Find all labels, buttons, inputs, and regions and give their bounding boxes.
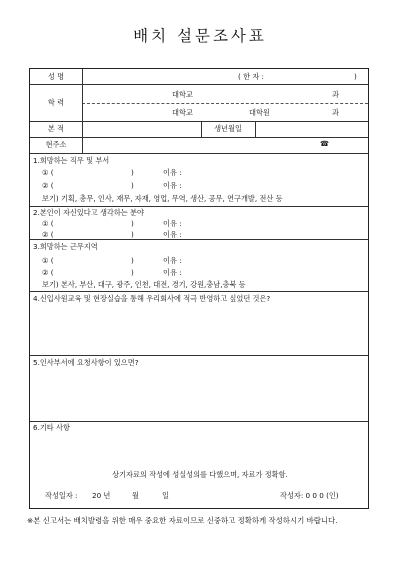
rule bbox=[30, 421, 368, 422]
writer-signature: 작성자: 0 0 0 (인) bbox=[280, 491, 339, 500]
rule bbox=[30, 137, 368, 138]
choice-reason: 이유 : bbox=[163, 168, 182, 177]
choice-close: ) bbox=[131, 181, 134, 190]
date-month: 월 bbox=[132, 491, 139, 500]
choice-reason: 이유 : bbox=[163, 256, 182, 265]
education-dept-1: 과 bbox=[332, 90, 339, 99]
hanja-close: ) bbox=[354, 72, 357, 81]
choice-close: ) bbox=[131, 168, 134, 177]
section-1-heading: 1.희망하는 직무 및 부서 bbox=[33, 156, 110, 165]
form-title: 배치 설문조사표 bbox=[133, 27, 267, 45]
choice-number: ① ( bbox=[42, 256, 54, 265]
choice-reason: 이유 : bbox=[163, 219, 182, 228]
section-3-heading: 3.희망하는 근무지역 bbox=[33, 242, 98, 251]
origin-label: 본 적 bbox=[47, 124, 65, 133]
education-grad-2: 대학원 bbox=[249, 108, 270, 117]
choice-number: ② ( bbox=[42, 181, 54, 190]
rule bbox=[30, 291, 368, 292]
section-3-example: 보기) 본사, 부산, 대구, 광주, 인천, 대전, 경기, 강원,충남,충북 등 bbox=[42, 280, 246, 289]
hanja-open: ( 한 자 : bbox=[238, 72, 264, 81]
section-2-heading: 2.본인이 자신있다고 생각하는 분야 bbox=[33, 208, 144, 217]
question-6: 6.기타 사항 bbox=[33, 423, 70, 432]
rule bbox=[30, 121, 368, 122]
choice-close: ) bbox=[131, 268, 134, 277]
section-1-example: 보기) 기획, 총무, 인사, 재무, 자재, 영업, 무역, 생산, 공무, 연구개발, 전산 등 bbox=[42, 194, 283, 203]
pledge-text: 상기자료의 작성에 성실성의를 다했으며, 자료가 정확함. bbox=[112, 470, 288, 479]
choice-number: ② ( bbox=[42, 268, 54, 277]
choice-close: ) bbox=[131, 256, 134, 265]
rule-dashed bbox=[82, 103, 368, 104]
survey-form bbox=[29, 68, 369, 509]
choice-number: ① ( bbox=[42, 219, 54, 228]
birth-label: 생년월일 bbox=[214, 124, 242, 133]
choice-reason: 이유 : bbox=[163, 268, 182, 277]
rule bbox=[30, 239, 368, 240]
choice-number: ① ( bbox=[42, 168, 54, 177]
cell-divider bbox=[255, 121, 256, 137]
education-school-2: 대학교 bbox=[172, 108, 193, 117]
date-year: 20 년 bbox=[92, 491, 111, 500]
rule bbox=[30, 206, 368, 207]
date-label: 작성일자 : bbox=[45, 491, 78, 500]
date-day: 일 bbox=[162, 491, 169, 500]
choice-number: ② ( bbox=[42, 230, 54, 239]
education-label: 학 력 bbox=[47, 98, 65, 107]
phone-icon: ☎ bbox=[320, 139, 329, 148]
choice-close: ) bbox=[131, 230, 134, 239]
question-4: 4.신입사원교육 및 현장실습을 통해 우리회사에 적극 반영하고 싶었던 것은? bbox=[33, 294, 271, 303]
choice-close: ) bbox=[131, 219, 134, 228]
footnote: ※본 신고서는 배치발령을 위한 매우 중요한 자료이므로 신중하고 정확하게 작성하시기 바랍니다. bbox=[27, 516, 338, 525]
choice-reason: 이유 : bbox=[163, 230, 182, 239]
question-5: 5.인사부서에 요청사항이 있으면? bbox=[33, 358, 139, 367]
choice-reason: 이유 : bbox=[163, 181, 182, 190]
label-column-divider bbox=[82, 69, 83, 153]
rule bbox=[30, 153, 368, 154]
rule bbox=[30, 355, 368, 356]
name-label: 성 명 bbox=[47, 72, 65, 81]
education-school-1: 대학교 bbox=[172, 90, 193, 99]
address-label: 현주소 bbox=[45, 140, 67, 149]
rule bbox=[30, 84, 368, 85]
education-dept-2: 과 bbox=[332, 108, 339, 117]
